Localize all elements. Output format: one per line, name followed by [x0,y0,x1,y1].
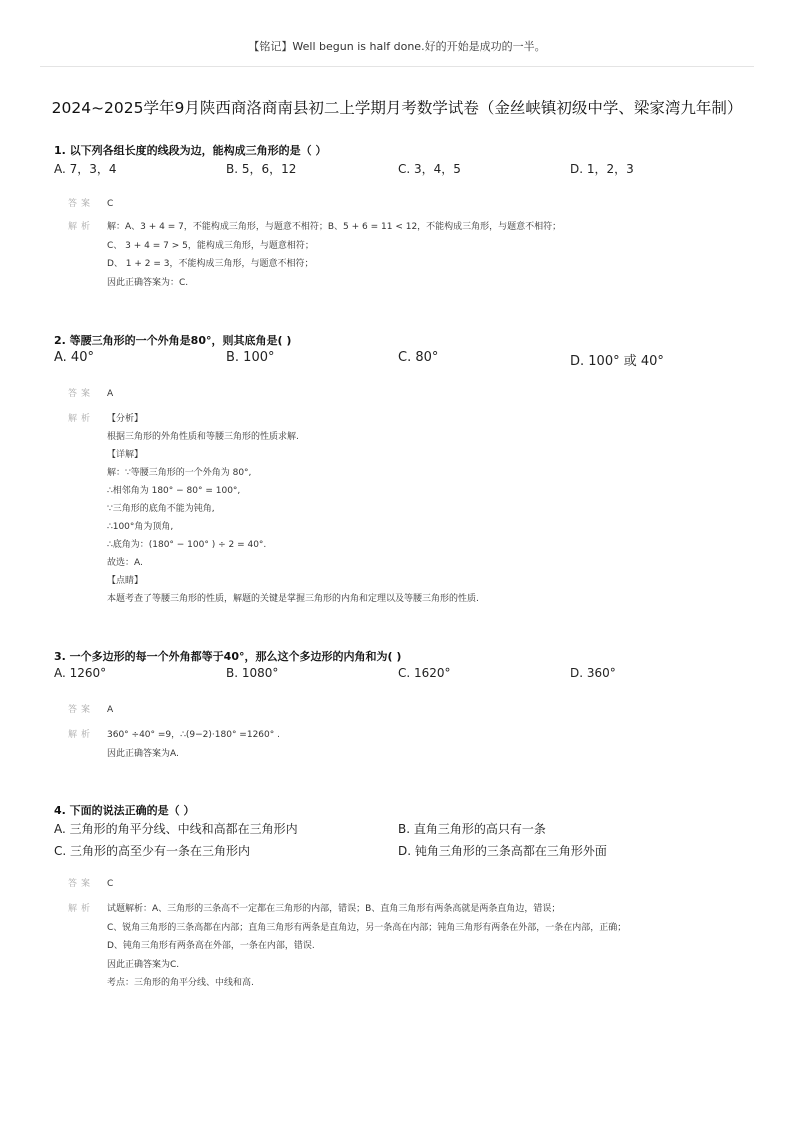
answer-label: 答案 [68,705,95,715]
analysis-block [54,410,754,608]
analysis-label: 解析 [68,414,95,424]
answer-row [54,876,754,892]
analysis-line: C、 3 + 4 = 7 > 5，能构成三角形，与题意相符； [107,240,314,251]
analysis-block [54,218,754,292]
answer-row [54,702,754,718]
analysis-line: 【分析】 [107,414,144,424]
page-title: 2024~2025学年9月陕西商洛商南县初二上学期月考数学试卷（金丝峡镇初级中学、梁家湾九年制） [51,99,743,117]
answer-value: A [107,389,114,399]
analysis-label: 解析 [68,904,95,914]
question-stem: 3. 一个多边形的每一个外角都等于40°，那么这个多边形的内角和为( ) [54,650,402,663]
analysis-line: 试题解析：A、三角形的三条高不一定都在三角形的内部，错误；B、直角三角形有两条高就是两条直角边，错误； [107,904,561,914]
option-d: D. 360° [570,666,616,680]
options-row [54,842,754,864]
analysis-line: 360° ÷40° =9，∴(9−2)·180° =1260° . [107,730,280,740]
answer-label: 答案 [68,879,95,889]
option-a: A. 40° [54,350,94,365]
analysis-label: 解析 [68,730,95,740]
option-c: C. 80° [398,350,439,365]
analysis-line: D、 1 + 2 = 3，不能构成三角形，与题意不相符； [107,259,314,269]
analysis-line: C、锐角三角形的三条高都在内部；直角三角形有两条是直角边，另一条高在内部；钝角三角形有两条在外部，一条在内部，正确； [107,922,627,933]
analysis-label: 解析 [68,222,95,232]
analysis-line: 因此正确答案为C. [107,959,180,970]
analysis-line: 因此正确答案为：C. [107,277,189,288]
options-row [54,160,754,180]
header-divider [40,66,754,67]
option-d: D. 钝角三角形的三条高都在三角形外面 [398,844,607,858]
options-row [54,666,754,686]
analysis-line: ∴100°角为顶角, [107,522,174,532]
option-a: A. 1260° [54,666,107,680]
options-row [54,820,754,842]
option-c: C. 3，4，5 [398,162,461,176]
analysis-line: 解：∵等腰三角形的一个外角为 80°, [107,468,252,478]
analysis-line: 故选：A. [107,558,143,568]
analysis-line: ∵三角形的底角不能为钝角, [107,504,215,514]
analysis-line: 本题考查了等腰三角形的性质，解题的关键是掌握三角形的内角和定理以及等腰三角形的性质. [107,594,479,604]
question-stem: 2. 等腰三角形的一个外角是80°，则其底角是( ) [54,334,292,347]
option-b: B. 100° [226,350,275,365]
answer-value: A [107,705,114,715]
question-stem: 4. 下面的说法正确的是（ ） [54,804,195,817]
analysis-line: 【点睛】 [107,576,144,586]
option-b: B. 5，6，12 [226,162,297,176]
answer-value: C [107,199,114,209]
option-d: D. 1，2，3 [570,162,634,176]
question-stem: 1. 以下列各组长度的线段为边，能构成三角形的是（ ） [54,144,327,157]
option-b: B. 直角三角形的高只有一条 [398,822,546,836]
option-c: C. 三角形的高至少有一条在三角形内 [54,844,251,858]
analysis-line: 【详解】 [107,450,144,460]
option-a: A. 三角形的角平分线、中线和高都在三角形内 [54,822,298,836]
answer-row [54,386,754,402]
option-b: B. 1080° [226,666,279,680]
question-1 [54,142,754,292]
analysis-line: 考点：三角形的角平分线、中线和高. [107,978,254,988]
option-d: D. 100° 或 40° [570,354,664,369]
analysis-line: 因此正确答案为A. [107,748,179,759]
option-c: C. 1620° [398,666,451,680]
analysis-line: 解：A、3 + 4 = 7，不能构成三角形，与题意不相符；B、5 + 6 = 11 < 12，不能构成三角形，与题意不相符； [107,222,562,232]
question-4 [54,802,754,993]
analysis-line: ∴相邻角为 180° − 80° = 100°, [107,486,241,496]
analysis-line: D、钝角三角形有两条高在外部，一条在内部，错误. [107,941,315,951]
analysis-line: 根据三角形的外角性质和等腰三角形的性质求解. [107,432,299,442]
question-2 [54,332,754,608]
option-a: A. 7，3，4 [54,162,117,176]
answer-label: 答案 [68,199,95,209]
analysis-line: ∴底角为：(180° − 100° ) ÷ 2 = 40°. [107,540,267,550]
answer-value: C [107,879,114,889]
analysis-block [54,900,754,993]
question-3 [54,648,754,763]
motto-header: 【铭记】Well begun is half done.好的开始是成功的一半。 [248,40,546,53]
answer-label: 答案 [68,389,95,399]
answer-row [54,196,754,212]
analysis-block [54,726,754,763]
options-row [54,350,754,370]
